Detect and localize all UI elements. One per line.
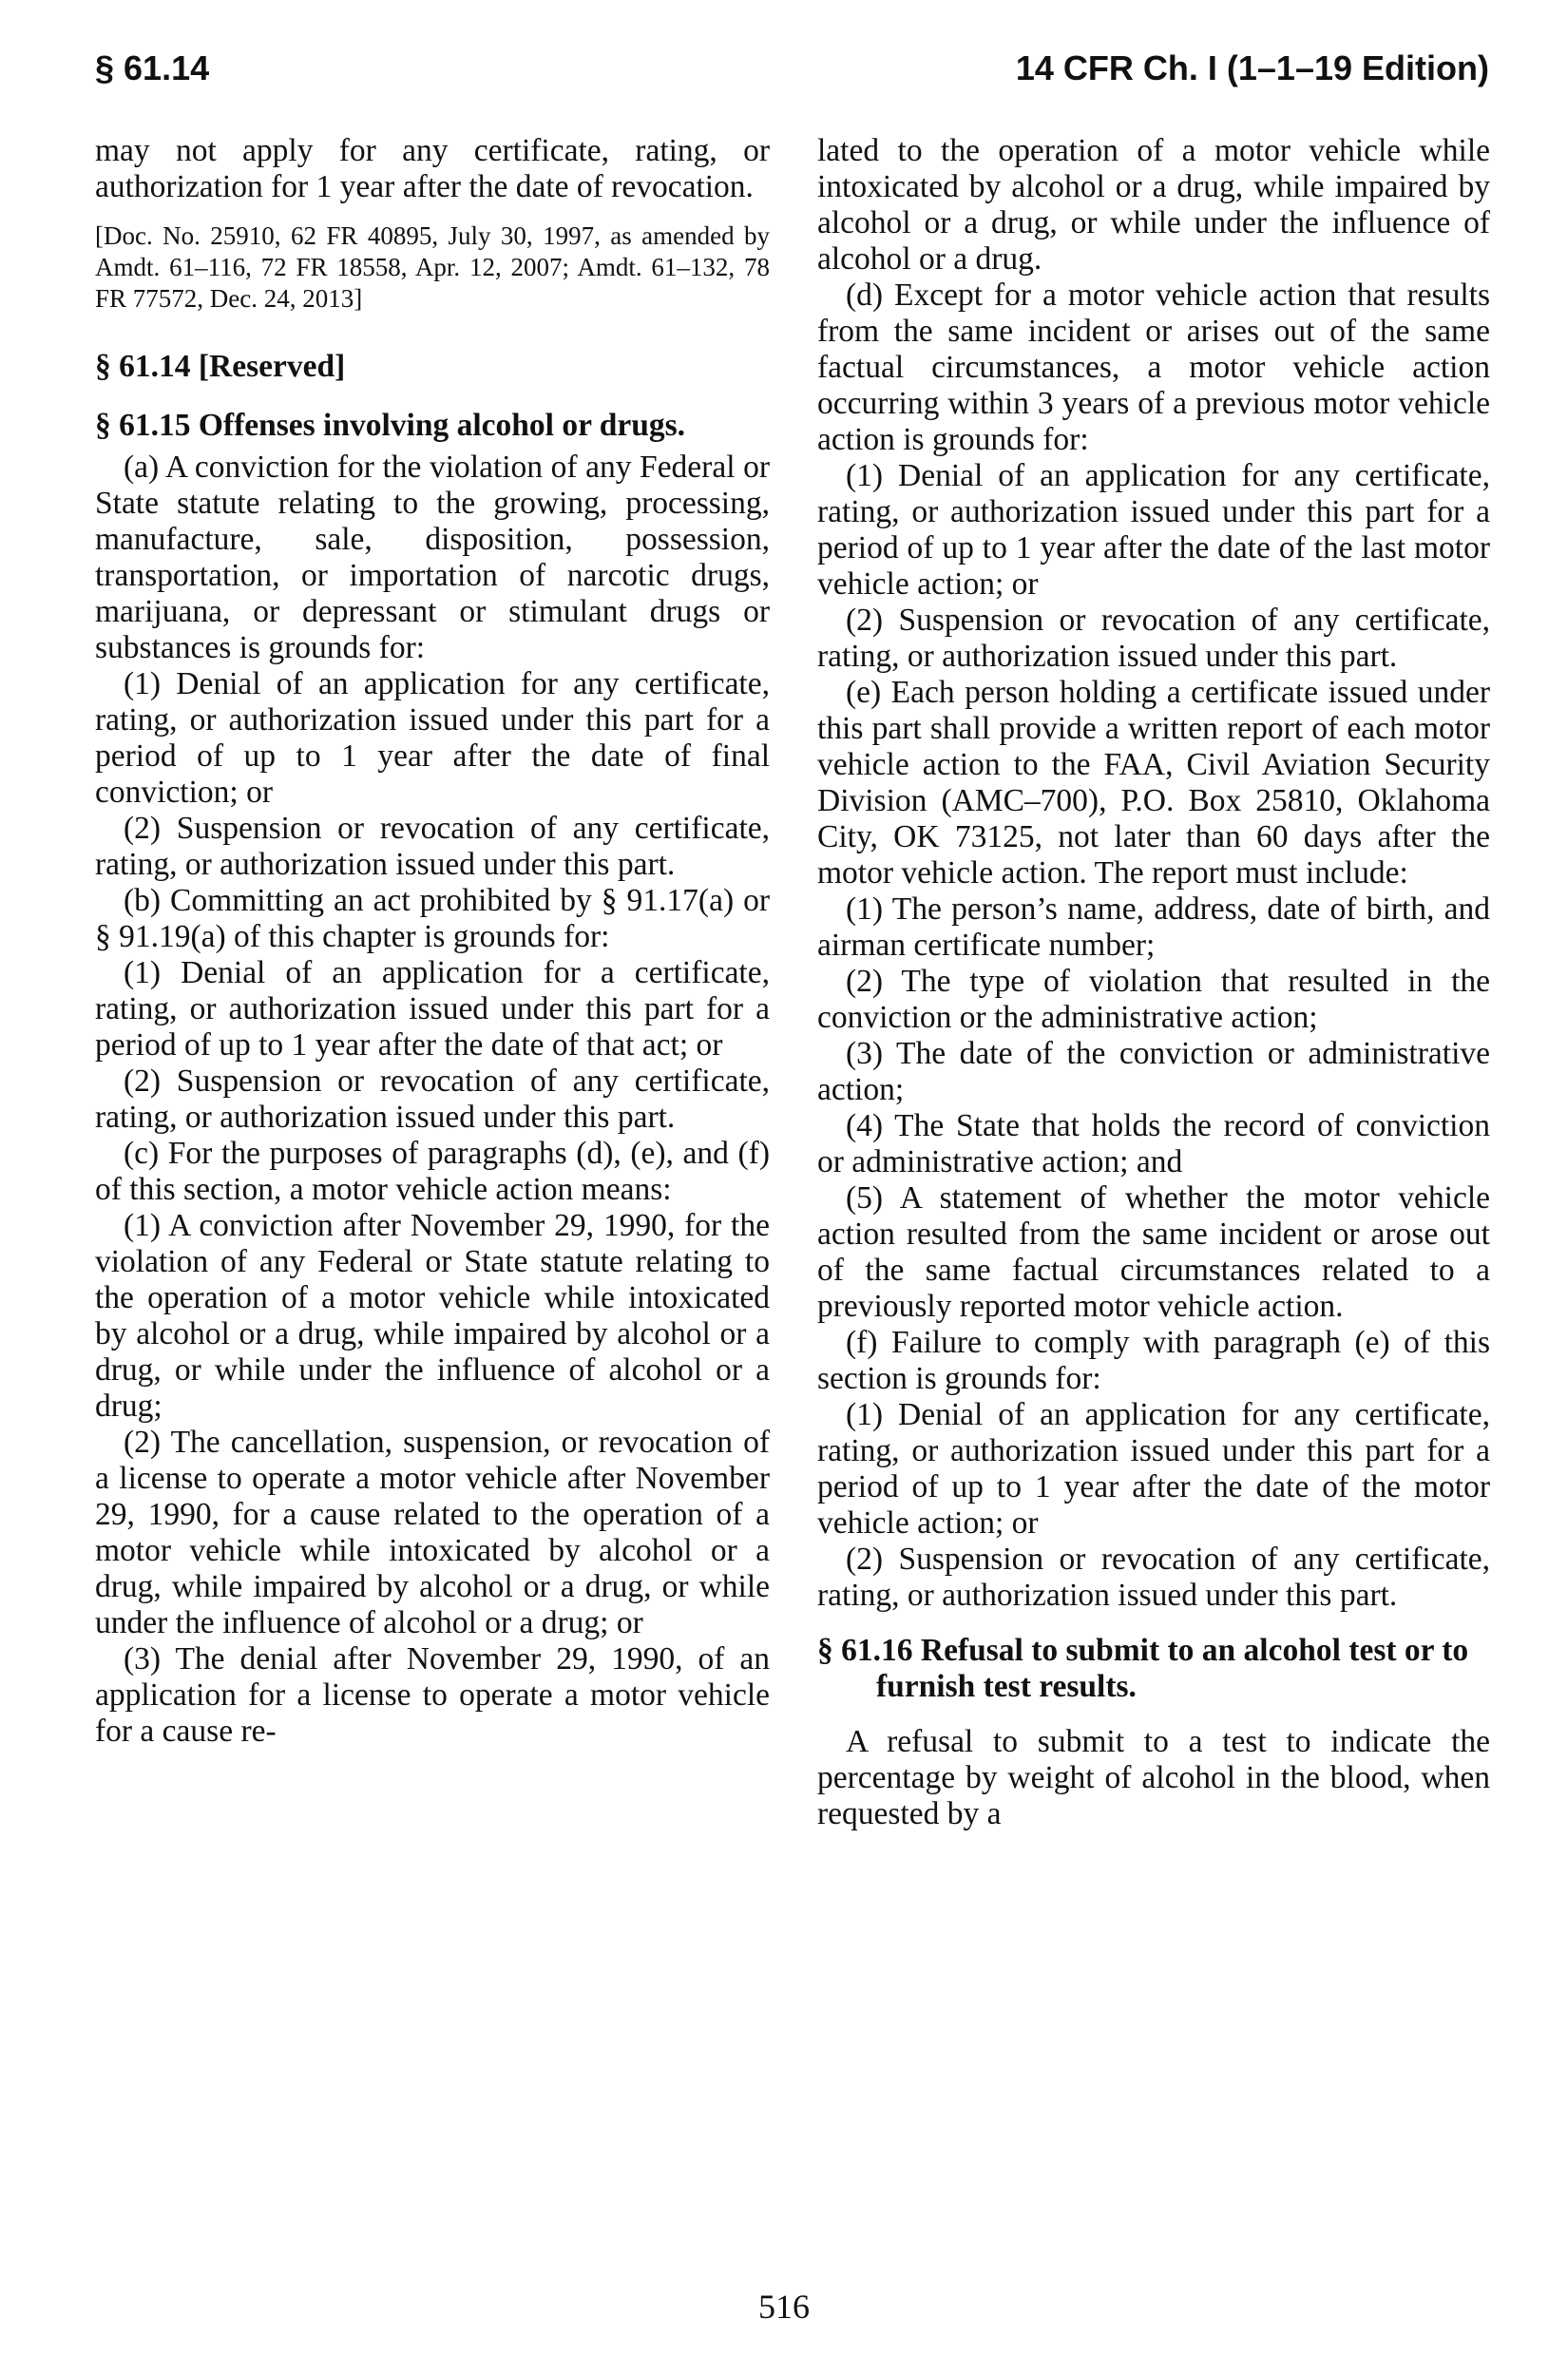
paragraph: (2) Suspension or revocation of any certificate, rating, or authorization issued under this part. bbox=[817, 1542, 1490, 1613]
paragraph: (2) The cancellation, suspension, or revocation of a license to operate a motor vehicle after November 29, 1990, for a cause related to the operation of a motor vehicle while intoxicated by alcohol or a drug, while impaired by alcohol or a drug, or while under the influence of alcohol or a drug; or bbox=[95, 1425, 770, 1640]
paragraph: may not apply for any certificate, rating, or authorization for 1 year after the date of revocation. bbox=[95, 133, 770, 204]
paragraph: (1) A conviction after November 29, 1990, for the violation of any Federal or State statute relating to the operation of a motor vehicle while intoxicated by alcohol or a drug, while impaired by alcohol or a drug, or while under the influence of alcohol or a drug; bbox=[95, 1208, 770, 1424]
paragraph: (1) Denial of an application for any certificate, rating, or authorization issued under this part for a period of up to 1 year after the date of the last motor vehicle action; or bbox=[817, 458, 1490, 602]
paragraph: (1) Denial of an application for any certificate, rating, or authorization issued under this part for a period of up to 1 year after the date of the motor vehicle action; or bbox=[817, 1397, 1490, 1541]
paragraph: (e) Each person holding a certificate issued under this part shall provide a written report of each motor vehicle action to the FAA, Civil Aviation Security Division (AMC–700), P.O. Box 25810, Oklahoma City, OK 73125, not later than 60 days after the motor vehicle action. The report must include: bbox=[817, 675, 1490, 891]
paragraph: (2) Suspension or revocation of any certificate, rating, or authorization issued under this part. bbox=[95, 811, 770, 882]
section-heading: § 61.16 Refusal to submit to an alcohol test or to furnish test results. bbox=[817, 1633, 1469, 1704]
paragraph: (1) Denial of an application for any certificate, rating, or authorization issued under this part for a period of up to 1 year after the date of final conviction; or bbox=[95, 666, 770, 810]
paragraph: (b) Committing an act prohibited by § 91.17(a) or § 91.19(a) of this chapter is grounds for: bbox=[95, 883, 770, 954]
paragraph: (2) The type of violation that resulted in the conviction or the administrative action; bbox=[817, 964, 1490, 1035]
paragraph: (5) A statement of whether the motor vehicle action resulted from the same incident or arose out of the same factual circumstances related to a previously reported motor vehicle action. bbox=[817, 1180, 1490, 1324]
paragraph: lated to the operation of a motor vehicle while intoxicated by alcohol or a drug, while impaired by alcohol or a drug, or while under the influence of alcohol or a drug. bbox=[817, 133, 1490, 277]
paragraph: (f) Failure to comply with paragraph (e) of this section is grounds for: bbox=[817, 1325, 1490, 1396]
left-column bbox=[95, 133, 770, 1750]
citation: [Doc. No. 25910, 62 FR 40895, July 30, 1997, as amended by Amdt. 61–116, 72 FR 18558, Apr. 12, 2007; Amdt. 61–132, 78 FR 77572, Dec. 24, 2013] bbox=[95, 221, 770, 313]
section-heading: § 61.15 Offenses involving alcohol or drugs. bbox=[95, 408, 686, 443]
section-heading: § 61.14 [Reserved] bbox=[95, 349, 346, 384]
paragraph: (2) Suspension or revocation of any certificate, rating, or authorization issued under this part. bbox=[817, 603, 1490, 674]
paragraph: A refusal to submit to a test to indicate the percentage by weight of alcohol in the blood, when requested by a bbox=[817, 1724, 1490, 1831]
paragraph: (2) Suspension or revocation of any certificate, rating, or authorization issued under this part. bbox=[95, 1063, 770, 1135]
paragraph: (1) Denial of an application for a certificate, rating, or authorization issued under this part for a period of up to 1 year after the date of that act; or bbox=[95, 955, 770, 1063]
paragraph: (3) The denial after November 29, 1990, of an application for a license to operate a motor vehicle for a cause re- bbox=[95, 1641, 770, 1749]
running-header-section: § 61.14 bbox=[95, 48, 210, 87]
paragraph: (1) The person’s name, address, date of birth, and airman certificate number; bbox=[817, 891, 1490, 963]
paragraph: (4) The State that holds the record of conviction or administrative action; and bbox=[817, 1108, 1490, 1179]
paragraph: (d) Except for a motor vehicle action that results from the same incident or arises out of the same factual circumstances, a motor vehicle action occurring within 3 years of a previous motor vehicle action is grounds for: bbox=[817, 278, 1490, 457]
paragraph: (a) A conviction for the violation of any Federal or State statute relating to the growing, processing, manufacture, sale, disposition, possession, transportation, or importation of narcotic drugs, marijuana, or depressant or stimulant drugs or substances is grounds for: bbox=[95, 450, 770, 665]
paragraph: (c) For the purposes of paragraphs (d), (e), and (f) of this section, a motor vehicle action means: bbox=[95, 1136, 770, 1207]
right-column bbox=[817, 133, 1490, 1832]
running-header-title: 14 CFR Ch. I (1–1–19 Edition) bbox=[1015, 48, 1489, 87]
page-number: 516 bbox=[758, 2288, 810, 2326]
paragraph: (3) The date of the conviction or administrative action; bbox=[817, 1036, 1490, 1107]
